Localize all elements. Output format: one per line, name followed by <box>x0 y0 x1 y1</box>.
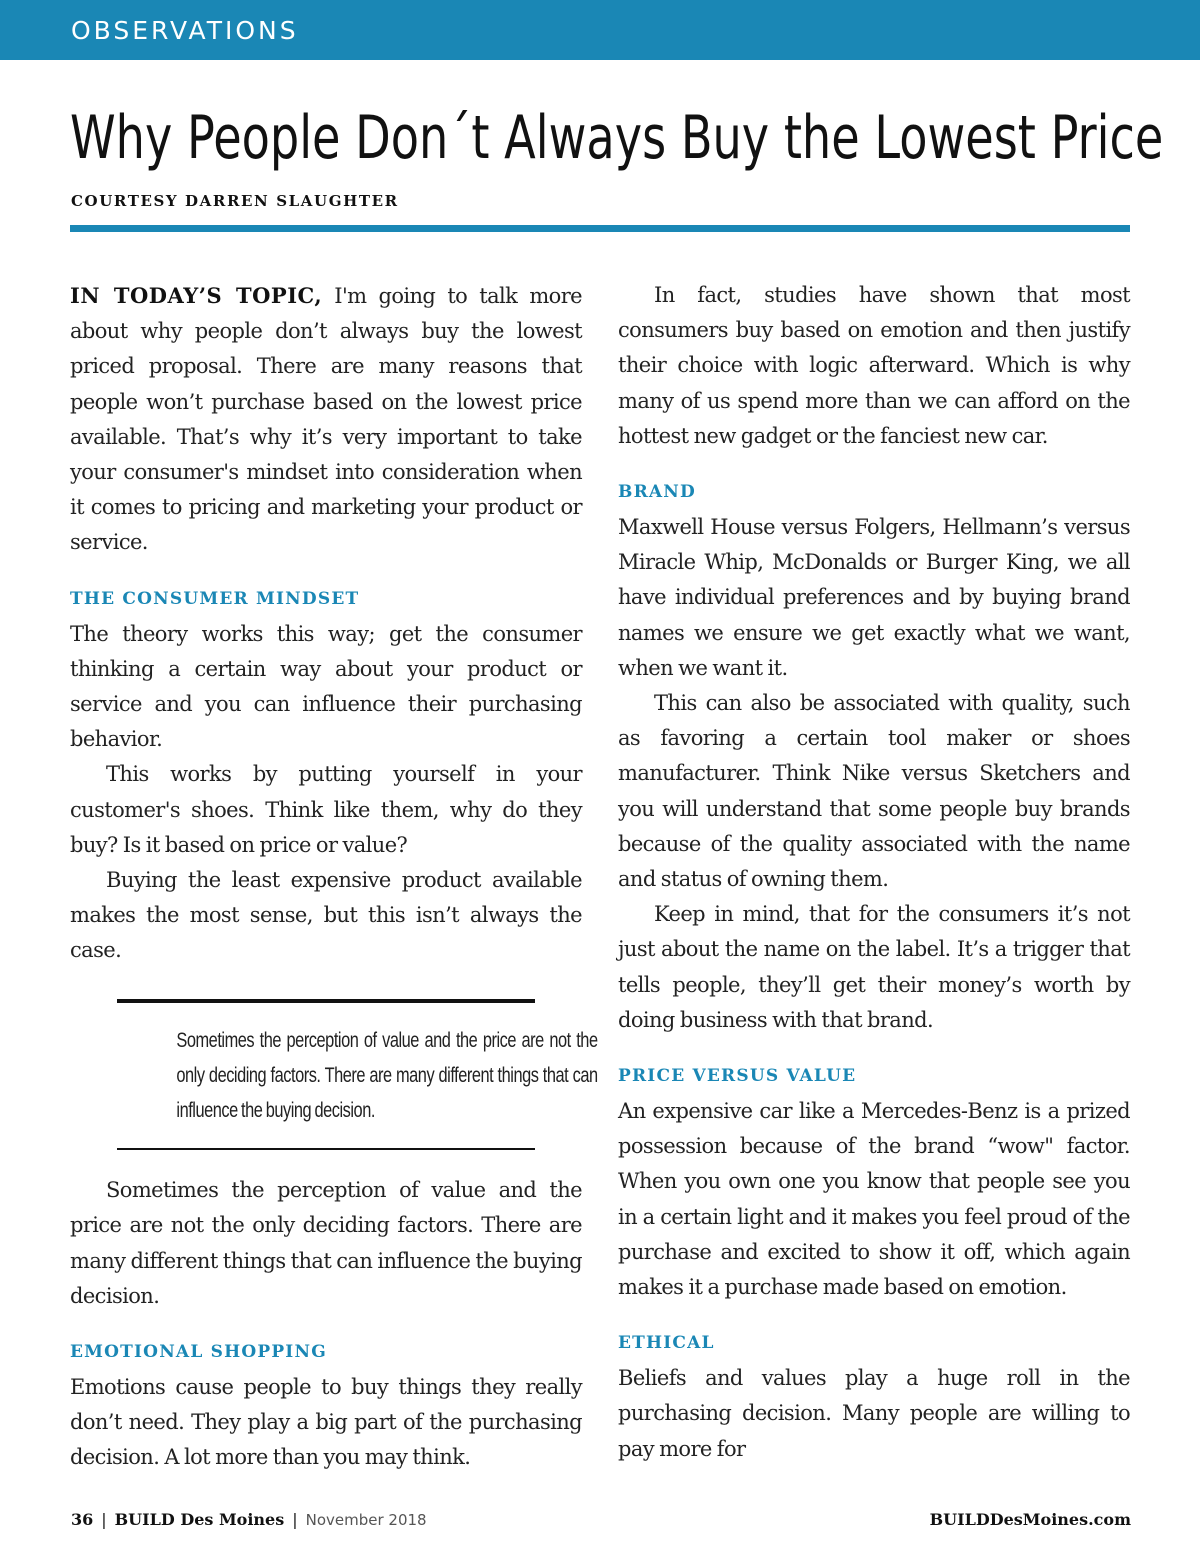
after-quote-paragraph: Sometimes the perception of value and the price are not the only deciding factors. There are many different things that can influence the buying decision. <box>70 1178 582 1308</box>
right-column <box>618 278 1130 1467</box>
consumer-mindset-paragraph-1: The theory works this way; get the consumer thinking a certain way about your product or service and you can influence their purchasing behavior. <box>70 621 582 752</box>
price-versus-value-paragraph: An expensive car like a Mercedes-Benz is a prized possession because of the brand “wow" factor. When you own one you know that people see you in a certain light and it makes you feel proud of the purchase and excited to show it off, which again makes it a purchase made based on emotion. <box>618 1099 1130 1300</box>
pull-quote <box>117 999 598 1151</box>
page-number: 36 <box>71 1510 94 1529</box>
heading-ethical: ETHICAL <box>618 1333 715 1354</box>
heading-emotional-shopping: EMOTIONAL SHOPPING <box>70 1342 327 1363</box>
footer-separator: | <box>101 1510 107 1529</box>
issue-date: November 2018 <box>305 1511 427 1529</box>
intro-paragraph <box>70 278 582 561</box>
left-column <box>70 278 598 1476</box>
section-label: OBSERVATIONS <box>71 16 299 45</box>
website-link[interactable]: BUILDDesMoines.com <box>929 1510 1131 1529</box>
brand-paragraph-1: Maxwell House versus Folgers, Hellmann’s versus Miracle Whip, McDonalds or Burger King, we all have individual preferences and by buying brand names we ensure we get exactly what we want, when we want it. <box>618 515 1130 680</box>
footer-separator: | <box>292 1510 298 1529</box>
intro-lead: IN TODAY’S TOPIC, <box>70 283 323 308</box>
heading-brand: BRAND <box>618 482 696 503</box>
pull-quote-bottom-rule <box>117 1148 535 1150</box>
section-header-bar <box>0 0 1200 60</box>
emotional-shopping-paragraph: Emotions cause people to buy things they really don’t need. They play a big part of the purchasing decision. A lot more than you may think. <box>70 1375 582 1470</box>
byline: COURTESY DARREN SLAUGHTER <box>71 192 399 210</box>
brand-paragraph-3: Keep in mind, that for the consumers it’s not just about the name on the label. It’s a trigger that tells people, they’ll get their money’s worth by doing business with that brand. <box>618 902 1130 1032</box>
brand-paragraph-2: This can also be associated with quality, such as favoring a certain tool maker or shoes manufacturer. Think Nike versus Sketchers and you will understand that some people buy brands because of the quality associated with the name and status of owning them. <box>618 691 1130 892</box>
heading-consumer-mindset: THE CONSUMER MINDSET <box>70 588 360 609</box>
title-divider <box>70 225 1130 232</box>
intro-text: I'm going to talk more about why people don’t always buy the lowest priced proposal. There are many reasons that people won’t purchase based on the lowest price available. That’s why it’s very important to take your consumer's mindset into consideration when it comes to pricing and marketing your product or service. <box>70 284 582 555</box>
opening-paragraph: In fact, studies have shown that most consumers buy based on emotion and then justify their choice with logic afterward. Which is why many of us spend more than we can afford on the hottest new gadget or the fanciest new car. <box>618 283 1130 448</box>
publication-name: BUILD Des Moines <box>114 1510 285 1529</box>
footer-left <box>71 1510 427 1530</box>
heading-price-versus-value: PRICE VERSUS VALUE <box>618 1066 857 1087</box>
ethical-paragraph: Beliefs and values play a huge roll in the purchasing decision. Many people are willing to pay more for <box>618 1366 1130 1461</box>
consumer-mindset-paragraph-2: This works by putting yourself in your customer's shoes. Think like them, why do they buy? Is it based on price or value? <box>70 762 582 857</box>
consumer-mindset-paragraph-3: Buying the least expensive product available makes the most sense, but this isn’t always the case. <box>70 868 582 963</box>
page-footer <box>71 1510 1131 1532</box>
pull-quote-text: Sometimes the perception of value and the price are not the only deciding factors. There are many different things that can influence the buying decision. <box>176 1028 598 1123</box>
article-title: Why People Don´t Always Buy the Lowest Price <box>70 103 1164 173</box>
